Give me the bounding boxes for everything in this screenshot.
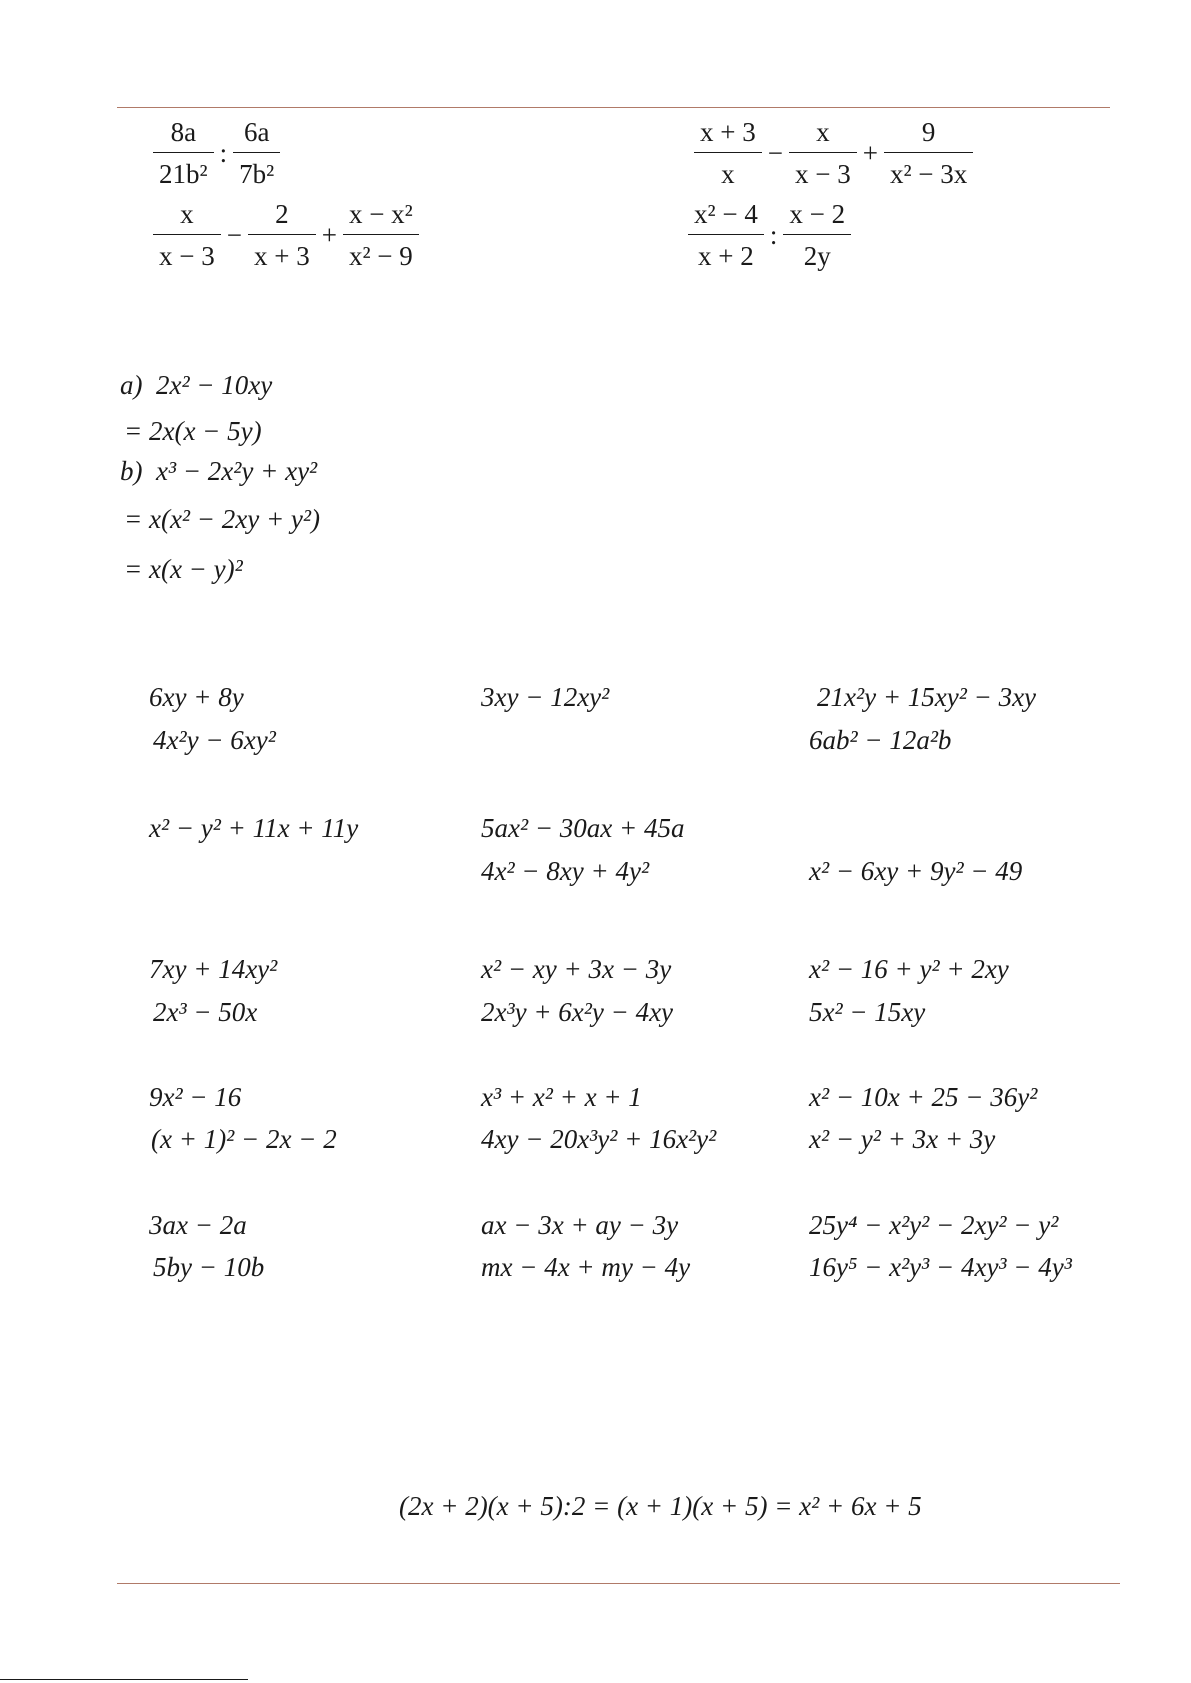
exercise-item: 4x² − 8xy + 4y² [481,856,650,886]
denominator: 21b² [159,159,208,189]
exercise-item: 5by − 10b [153,1252,265,1282]
denominator: 7b² [239,159,275,189]
exercise-item: x² − 16 + y² + 2xy [809,954,1009,984]
numerator: 2 [248,201,316,235]
exercise-item: ax − 3x + ay − 3y [481,1210,679,1240]
example-a-step [124,418,262,445]
math-expression: (2x + 2)(x + 5):2 = (x + 1)(x + 5) = x² + 6x + 5 [399,1491,922,1521]
exercise-item: mx − 4x + my − 4y [481,1252,691,1282]
denominator: 2y [803,241,831,271]
exercise-item: x² − 10x + 25 − 36y² [809,1082,1038,1112]
exercise-item: 3xy − 12xy² [481,682,610,712]
denominator: x² − 9 [348,241,413,271]
example-label: a) [120,370,143,400]
numerator: x [789,119,857,153]
numerator: 9 [884,119,973,153]
exercise-item: x² − y² + 3x + 3y [809,1124,996,1154]
exercise-item: 16y⁵ − x²y³ − 4xy³ − 4y³ [809,1252,1072,1282]
exercise-item: 4xy − 20x³y² + 16x²y² [481,1124,717,1154]
example-b-step-2 [124,556,243,583]
math-expression: = x(x² − 2xy + y²) [124,504,321,534]
fraction-exercise-4: $\frac{\text{x² − 4}}{x + 2}$ : $\frac{x - 2}{2y}$ [688,201,851,270]
example-b-step-1 [124,506,320,533]
fraction-exercise-3: $\frac{x}{x - 3}$ − $\frac{2}{x + 3}$ + $\frac{\text{x − x²}}{\text{x² − 9}}$ [153,201,419,270]
example-label: b) [120,456,143,486]
numerator: 8a [153,119,214,153]
denominator: x² − 3x [889,159,968,189]
math-expression: = 2x(x − 5y) [124,416,262,446]
exercise-item: x² − xy + 3x − 3y [481,954,672,984]
exercise-item: 5ax² − 30ax + 45a [481,813,685,843]
exercise-item: x³ + x² + x + 1 [481,1082,642,1112]
exercise-item: 5x² − 15xy [809,997,926,1027]
numerator: 6a [233,119,280,153]
exercise-item: 3ax − 2a [149,1210,247,1240]
exercise-item: 6ab² − 12a²b [809,725,952,755]
exercise-item: 4x²y − 6xy² [153,725,276,755]
exercise-item: 9x² − 16 [149,1082,242,1112]
footer-rule [117,1583,1120,1584]
example-a-expression [120,372,272,399]
exercise-item: 2x³y + 6x²y − 4xy [481,997,674,1027]
numerator: x − x² [343,201,419,235]
denominator: x [721,159,735,189]
fraction-exercise-2: $\frac{x + 3}{x}$ − $\frac{x}{x - 3}$ + $\frac{9}{\text{x² − 3x}}$ [694,119,973,188]
final-equation [399,1493,922,1520]
exercise-item: 6xy + 8y [149,682,244,712]
exercise-item: 2x³ − 50x [153,997,258,1027]
exercise-item: (x + 1)² − 2x − 2 [151,1124,337,1154]
exercise-item: 25y⁴ − x²y² − 2xy² − y² [809,1210,1059,1240]
exercise-item: x² − 6xy + 9y² − 49 [809,856,1023,886]
denominator: x − 3 [794,159,851,189]
exercise-item: 21x²y + 15xy² − 3xy [817,682,1037,712]
math-expression: = x(x − y)² [124,554,243,584]
exercise-item: x² − y² + 11x + 11y [149,813,359,843]
denominator: x + 2 [698,241,754,271]
footnote-rule [0,1679,248,1680]
numerator: x [153,201,221,235]
math-expression: 2x² − 10xy [156,370,273,400]
denominator: x + 3 [253,241,310,271]
numerator: x² − 4 [688,201,764,235]
fraction-exercise-1: $\frac{8a}{\text{21b²}}$ : $\frac{6a}{\text{7b²}}$ [153,119,280,188]
denominator: x − 3 [159,241,215,271]
numerator: x + 3 [694,119,762,153]
header-rule [117,107,1110,108]
numerator: x − 2 [783,201,851,235]
exercise-item: 7xy + 14xy² [149,954,278,984]
example-b-expression [120,458,317,485]
math-expression: x³ − 2x²y + xy² [156,456,318,486]
